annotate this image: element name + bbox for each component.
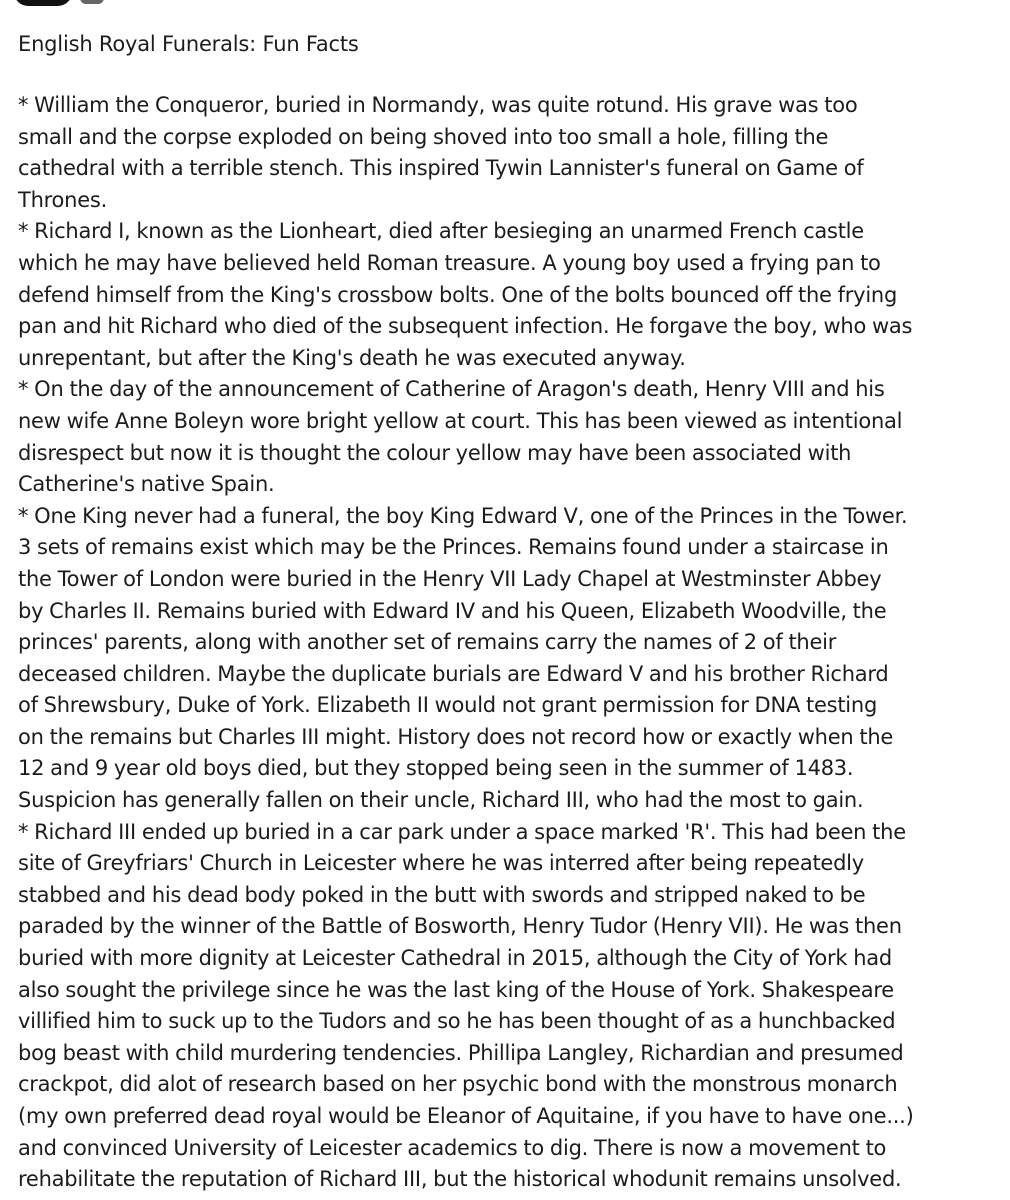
fact-line: small and the corpse exploded on being shoved into too small a hole, filling the <box>18 124 829 149</box>
fact-line: * Richard I, known as the Lionheart, died after besieging an unarmed French castle <box>18 219 864 244</box>
fact-line: which he may have believed held Roman treasure. A young boy used a frying pan to <box>18 250 881 275</box>
post-title: English Royal Funerals: Fun Facts <box>18 32 359 56</box>
fact-line: 3 sets of remains exist which may be the Princes. Remains found under a staircase in <box>18 535 889 560</box>
post-body <box>18 28 1003 1196</box>
fact-line: disrespect but now it is thought the colour yellow may have been associated with <box>18 440 852 465</box>
fact-line: buried with more dignity at Leicester Cathedral in 2015, although the City of York had <box>18 946 892 971</box>
fact-line: rehabilitate the reputation of Richard III, but the historical whodunit remains unsolved. <box>18 1167 902 1192</box>
fact-line: stabbed and his dead body poked in the butt with swords and stripped naked to be <box>18 882 866 907</box>
fact-line: * One King never had a funeral, the boy King Edward V, one of the Princes in the Tower. <box>18 503 908 528</box>
fact-line: Suspicion has generally fallen on their uncle, Richard III, who had the most to gain. <box>18 788 864 813</box>
fact-line: crackpot, did alot of research based on her psychic bond with the monstrous monarch <box>18 1072 898 1097</box>
fact-line: new wife Anne Boleyn wore bright yellow at court. This has been viewed as intentional <box>18 408 903 433</box>
fact-line: * William the Conqueror, buried in Normandy, was quite rotund. His grave was too <box>18 93 858 117</box>
fact-william-the-conqueror <box>18 90 1003 216</box>
avatar-fragment <box>14 0 72 6</box>
fact-line: deceased children. Maybe the duplicate burials are Edward V and his brother Richard <box>18 661 889 686</box>
fact-line: unrepentant, but after the King's death he was executed anyway. <box>18 345 686 370</box>
fact-list <box>18 90 1003 1196</box>
fact-line: * On the day of the announcement of Catherine of Aragon's death, Henry VIII and his <box>18 377 885 402</box>
fact-line: site of Greyfriars' Church in Leicester where he was interred after being repeatedly <box>18 851 864 876</box>
fact-catherine-of-aragon <box>18 374 1003 500</box>
fact-line: villified him to suck up to the Tudors and so he has been thought of as a hunchbacked <box>18 1009 896 1034</box>
fact-richard-i <box>18 216 1003 374</box>
fact-line: also sought the privilege since he was the last king of the House of York. Shakespeare <box>18 977 894 1002</box>
cropped-header-icon <box>0 0 1010 8</box>
fact-line: Catherine's native Spain. <box>18 472 275 497</box>
fact-line: the Tower of London were buried in the Henry VII Lady Chapel at Westminster Abbey <box>18 566 882 591</box>
fact-line: * Richard III ended up buried in a car park under a space marked 'R'. This had been the <box>18 819 906 844</box>
fact-line: 12 and 9 year old boys died, but they stopped being seen in the summer of 1483. <box>18 756 854 781</box>
fact-line: paraded by the winner of the Battle of Bosworth, Henry Tudor (Henry VII). He was then <box>18 914 902 939</box>
fact-line: on the remains but Charles III might. History does not record how or exactly when the <box>18 724 894 749</box>
fact-line: of Shrewsbury, Duke of York. Elizabeth II would not grant permission for DNA testing <box>18 693 878 718</box>
fact-richard-iii <box>18 817 1003 1196</box>
fact-line: (my own preferred dead royal would be Eleanor of Aquitaine, if you have to have one...) <box>18 1104 914 1128</box>
fact-edward-v <box>18 501 1003 817</box>
fact-line: cathedral with a terrible stench. This inspired Tywin Lannister's funeral on Game of <box>18 156 864 181</box>
fact-line: and convinced University of Leicester academics to dig. There is now a movement to <box>18 1135 887 1160</box>
fact-line: defend himself from the King's crossbow bolts. One of the bolts bounced off the frying <box>18 282 898 307</box>
fact-line: pan and hit Richard who died of the subsequent infection. He forgave the boy, who was <box>18 314 913 339</box>
fact-line: Thrones. <box>18 187 108 212</box>
fact-line: by Charles II. Remains buried with Edward IV and his Queen, Elizabeth Woodville, the <box>18 598 887 623</box>
header-glyph-fragment <box>80 0 104 4</box>
fact-line: bog beast with child murdering tendencies. Phillipa Langley, Richardian and presumed <box>18 1040 904 1065</box>
fact-line: princes' parents, along with another set of remains carry the names of 2 of their <box>18 630 837 655</box>
